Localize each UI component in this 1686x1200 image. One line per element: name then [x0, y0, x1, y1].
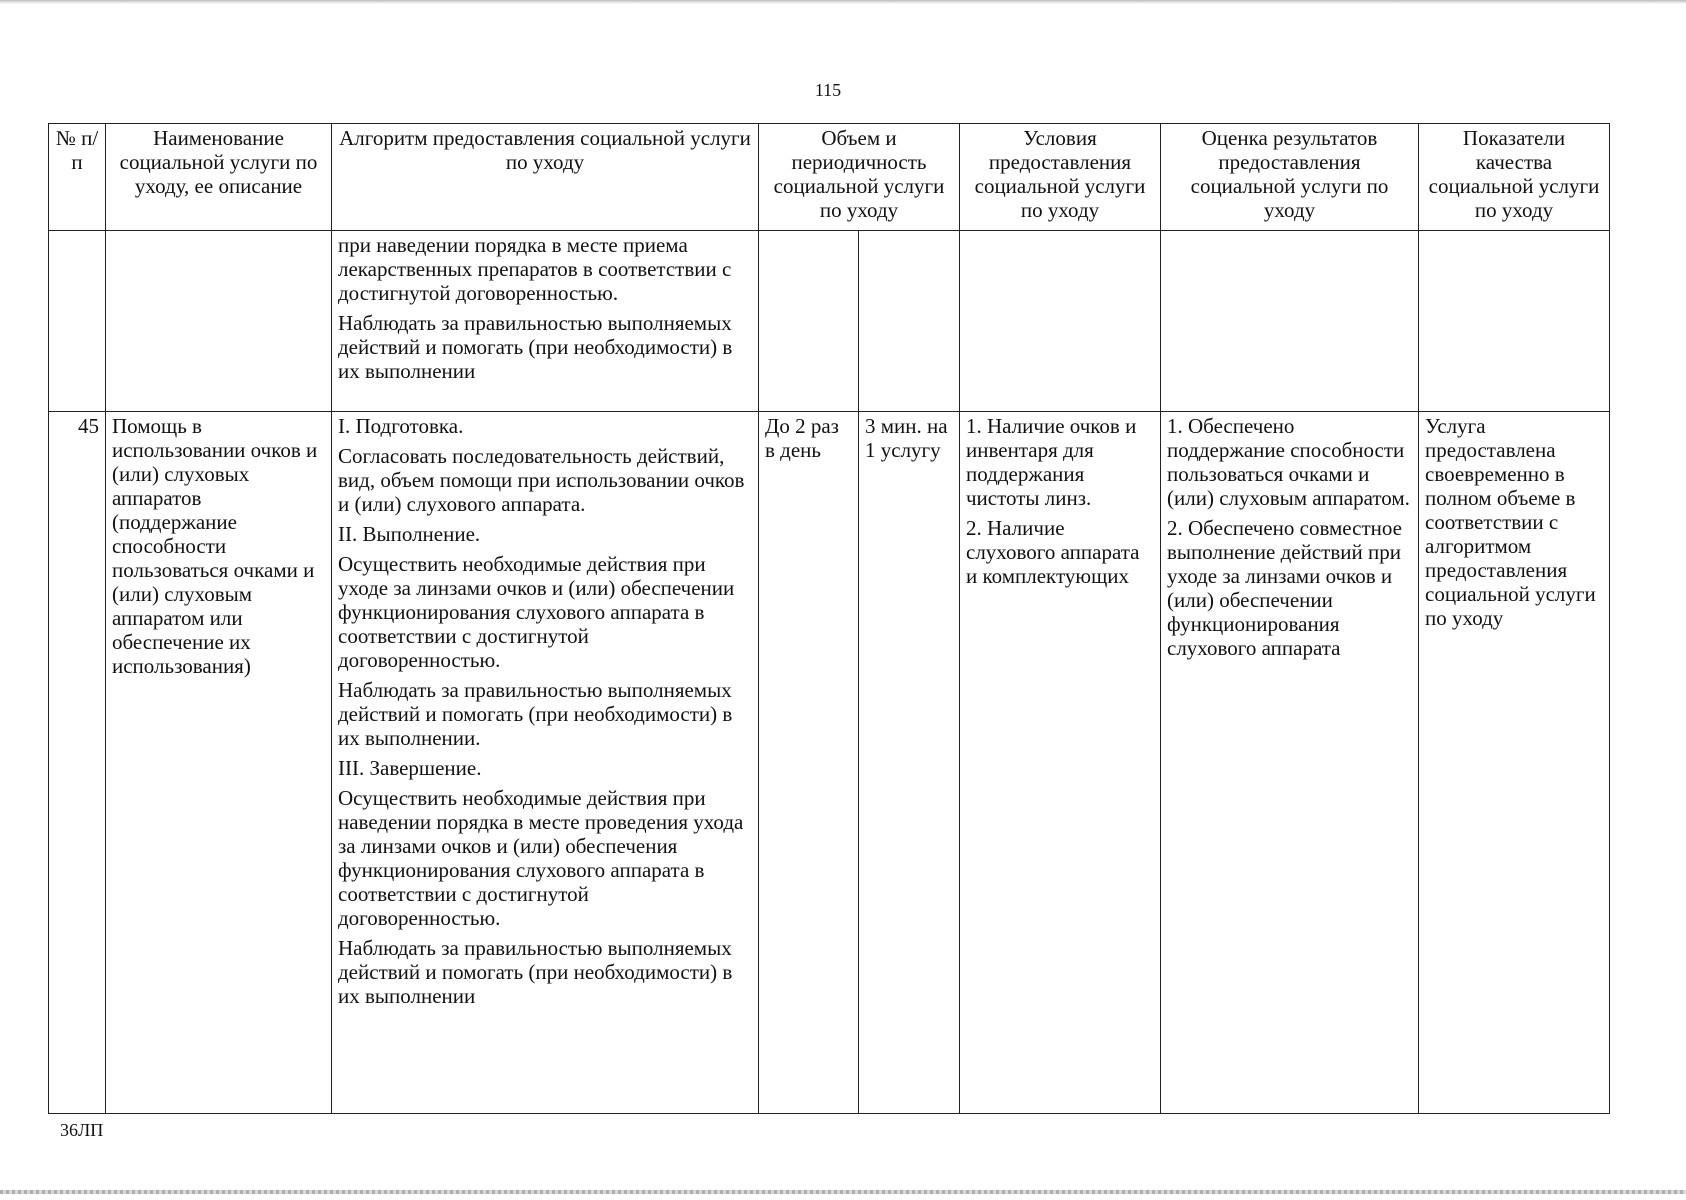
header-volume: Объем и периодичность социальной услуги по уходу [759, 124, 960, 231]
cell-quality: Услуга предоставлена своевременно в полном объеме в соответствии с алгоритмом предоставления социальной услуги по уходу [1419, 412, 1610, 1114]
cell-periodicity: До 2 раз в день [759, 412, 859, 1114]
algorithm-paragraph: Осуществить необходимые действия при наведении порядка в месте проведения ухода за линзами очков и (или) обеспечения функционирования слухового аппарата в соответствии с достигнутой договоренностью. [338, 786, 744, 930]
algorithm-paragraph: Осуществить необходимые действия при уходе за линзами очков и (или) обеспечении функционирования слухового аппарата в соответствии с достигнутой договоренностью. [338, 552, 735, 672]
algorithm-paragraph: Наблюдать за правильностью выполняемых действий и помогать (при необходимости) в их выполнении [338, 311, 733, 383]
header-evaluation: Оценка результатов предоставления социальной услуги по уходу [1161, 124, 1419, 231]
algorithm-paragraph: при наведении порядка в месте приема лекарственных препаратов в соответствии с достигнутой договоренностью. [338, 233, 732, 305]
algorithm-stage-heading: II. Выполнение. [338, 522, 481, 546]
cell-evaluation [1161, 412, 1419, 1114]
condition-item: 1. Наличие очков и инвентаря для поддержания чистоты линз. [966, 414, 1137, 510]
algorithm-paragraph: Согласовать последовательность действий, вид, объем помощи при использовании очков и (или) слухового аппарата. [338, 444, 745, 516]
cell-name-empty [106, 231, 332, 412]
header-algorithm: Алгоритм предоставления социальной услуги по уходу [332, 124, 759, 231]
services-table [48, 123, 1610, 1114]
cell-num-empty [49, 231, 106, 412]
footer-code: 36ЛП [60, 1120, 104, 1140]
table-row-45 [49, 412, 1610, 1114]
cell-num: 45 [49, 412, 106, 1114]
algorithm-stage-heading: I. Подготовка. [338, 414, 464, 438]
header-quality: Показатели качества социальной услуги по уходу [1419, 124, 1610, 231]
cell-periodicity-empty [759, 231, 859, 412]
algorithm-stage-heading: III. Завершение. [338, 756, 482, 780]
table-header-row [49, 124, 1610, 231]
algorithm-paragraph: Наблюдать за правильностью выполняемых действий и помогать (при необходимости) в их выполнении. [338, 678, 733, 750]
cell-service-name: Помощь в использовании очков и (или) слуховых аппаратов (поддержание способности пользоваться очками и (или) слуховым аппаратом или обеспечение их использования) [106, 412, 332, 1114]
condition-item: 2. Наличие слухового аппарата и комплектующих [966, 516, 1140, 588]
cell-evaluation-empty [1161, 231, 1419, 412]
cell-duration: 3 мин. на 1 услугу [859, 412, 960, 1114]
scan-edge-bottom [0, 1190, 1686, 1194]
cell-conditions-empty [960, 231, 1161, 412]
page-number: 115 [814, 80, 842, 100]
cell-duration-empty [859, 231, 960, 412]
cell-algorithm [332, 412, 759, 1114]
cell-conditions [960, 412, 1161, 1114]
header-conditions: Условия предоставления социальной услуги по уходу [960, 124, 1161, 231]
evaluation-item: 1. Обеспечено поддержание способности пользоваться очками и (или) слуховым аппаратом. [1167, 414, 1410, 510]
cell-quality-empty [1419, 231, 1610, 412]
table-row-continuation [49, 231, 1610, 412]
algorithm-paragraph: Наблюдать за правильностью выполняемых действий и помогать (при необходимости) в их выполнении [338, 936, 733, 1008]
header-num: № п/п [49, 124, 106, 231]
scan-edge-top [0, 0, 1686, 4]
evaluation-item: 2. Обеспечено совместное выполнение действий при уходе за линзами очков и (или) обеспечении функционирования слухового аппарата [1167, 516, 1402, 660]
header-name: Наименование социальной услуги по уходу, ее описание [106, 124, 332, 231]
cell-algorithm-continuation [332, 231, 759, 412]
